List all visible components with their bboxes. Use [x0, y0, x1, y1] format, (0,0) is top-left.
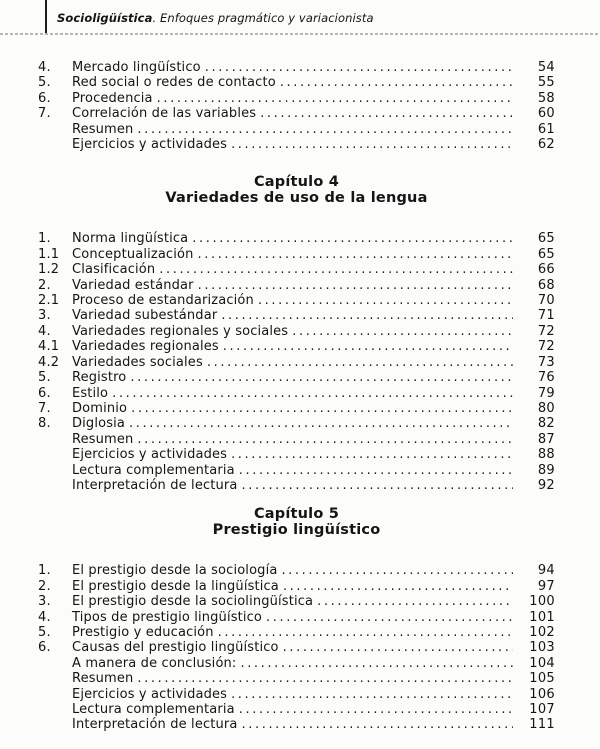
dot-leader	[129, 416, 513, 431]
entry-number: 4.	[38, 609, 51, 625]
entry-title: Interpretación de lectura	[72, 477, 238, 493]
entry-page: 65	[537, 231, 555, 247]
entry-title: Resumen	[72, 431, 134, 447]
toc-entry	[38, 231, 555, 246]
entry-page: 68	[537, 277, 555, 293]
entry-page: 105	[529, 671, 555, 687]
entry-number: 8.	[38, 416, 51, 432]
dot-leader	[240, 656, 513, 671]
dot-leader	[198, 247, 514, 262]
entry-title: Resumen	[72, 121, 134, 137]
entry-page: 54	[537, 60, 555, 75]
entry-number: 5.	[38, 370, 51, 386]
entry-number: 5.	[38, 624, 51, 640]
dot-leader	[157, 91, 513, 106]
toc-entry	[38, 447, 555, 462]
dot-leader	[258, 293, 513, 308]
entry-title: Diglosia	[72, 416, 125, 432]
entry-title: Norma lingüística	[72, 231, 189, 247]
toc-entry	[38, 416, 555, 431]
entry-page: 80	[537, 400, 555, 416]
toc-block	[38, 60, 555, 152]
toc-entry	[38, 579, 555, 594]
toc-entry	[38, 401, 555, 416]
toc-entry	[38, 247, 555, 262]
entry-number: 2.	[38, 277, 51, 293]
toc-entry	[38, 91, 555, 106]
dot-leader	[239, 463, 513, 478]
chapter-title: Prestigio lingüístico	[212, 522, 381, 539]
entry-title: Lectura complementaria	[72, 702, 235, 717]
dot-leader	[317, 594, 513, 609]
entry-page: 73	[537, 354, 555, 370]
entry-page: 103	[529, 640, 555, 656]
entry-title: Resumen	[72, 671, 134, 687]
entry-title: Interpretación de lectura	[72, 717, 238, 733]
toc-entry	[38, 702, 555, 717]
entry-title: Variedad estándar	[72, 277, 194, 293]
entry-title: A manera de conclusión:	[72, 655, 237, 671]
entry-title: Clasificación	[72, 262, 156, 278]
entry-number: 6.	[38, 90, 51, 106]
toc-entry	[38, 625, 555, 640]
entry-page: 94	[537, 563, 555, 579]
entry-title: El prestigio desde la sociolingüística	[72, 594, 314, 610]
toc-entry	[38, 60, 555, 75]
toc-entry	[38, 324, 555, 339]
toc-entry	[38, 610, 555, 625]
entry-title: Ejercicios y actividades	[72, 447, 228, 463]
toc-entry	[38, 563, 555, 578]
toc-entry	[38, 386, 555, 401]
entry-number: 2.	[38, 578, 51, 594]
entry-page: 92	[537, 477, 555, 493]
entry-title: Red social o redes de contacto	[72, 75, 276, 91]
entry-title: Variedad subestándar	[72, 308, 218, 324]
dot-leader	[207, 355, 513, 370]
entry-page: 60	[537, 106, 555, 122]
entry-number: 3.	[38, 594, 51, 610]
entry-page: 61	[537, 121, 555, 137]
dot-leader	[260, 106, 513, 121]
entry-page: 72	[537, 323, 555, 339]
entry-number: 4.1	[38, 339, 60, 355]
entry-number: 4.2	[38, 354, 60, 370]
entry-title: Prestigio y educación	[72, 624, 214, 640]
entry-title: Proceso de estandarización	[72, 293, 254, 309]
entry-number: 4.	[38, 323, 51, 339]
header-vertical-rule	[45, 0, 47, 33]
entry-page: 111	[529, 717, 555, 733]
entry-title: Variedades regionales	[72, 339, 219, 355]
entry-number: 4.	[38, 60, 51, 75]
entry-page: 66	[537, 262, 555, 278]
toc-entry	[38, 106, 555, 121]
entry-page: 65	[537, 246, 555, 262]
dot-leader	[131, 401, 513, 416]
entry-page: 70	[537, 293, 555, 309]
dot-leader	[266, 610, 513, 625]
chapter-heading	[38, 506, 555, 538]
toc	[38, 34, 555, 733]
chapter-title: Variedades de uso de la lengua	[165, 190, 428, 207]
dot-leader	[192, 231, 513, 246]
toc-entry	[38, 656, 555, 671]
entry-title: Estilo	[72, 385, 109, 401]
dot-leader	[205, 60, 513, 75]
toc-entry	[38, 671, 555, 686]
entry-title: Correlación de las variables	[72, 106, 257, 122]
toc-entry	[38, 370, 555, 385]
entry-page: 55	[537, 75, 555, 91]
entry-number: 7.	[38, 400, 51, 416]
toc-entry	[38, 355, 555, 370]
entry-title: Mercado lingüístico	[72, 60, 201, 75]
dot-leader	[223, 339, 513, 354]
chapter-heading	[38, 174, 555, 206]
toc-entry	[38, 293, 555, 308]
dot-leader	[283, 640, 513, 655]
book-title: Socioligüística	[57, 11, 153, 25]
dot-leader	[239, 702, 513, 717]
chapter-number: Capítulo 4	[253, 174, 340, 191]
dot-leader	[281, 563, 513, 578]
dot-leader	[198, 278, 513, 293]
toc-entry	[38, 308, 555, 323]
dot-leader	[231, 687, 513, 702]
entry-page: 76	[537, 370, 555, 386]
toc-entry	[38, 717, 555, 732]
dot-leader	[130, 370, 513, 385]
dot-leader	[231, 447, 513, 462]
entry-page: 71	[537, 308, 555, 324]
toc-entry	[38, 278, 555, 293]
dot-leader	[242, 717, 513, 732]
entry-title: Ejercicios y actividades	[72, 686, 228, 702]
entry-page: 97	[537, 578, 555, 594]
toc-entry	[38, 478, 555, 493]
entry-number: 1.	[38, 231, 51, 247]
entry-page: 82	[537, 416, 555, 432]
entry-title: El prestigio desde la sociología	[72, 563, 278, 579]
toc-entry	[38, 687, 555, 702]
entry-number: 2.1	[38, 293, 60, 309]
toc-entry	[38, 262, 555, 277]
dot-leader	[292, 324, 513, 339]
entry-page: 88	[537, 447, 555, 463]
toc-block	[38, 231, 555, 493]
dot-leader	[137, 671, 513, 686]
dot-leader	[280, 75, 513, 90]
toc-entry	[38, 432, 555, 447]
toc-entry	[38, 640, 555, 655]
dot-leader	[112, 386, 513, 401]
entry-title: Registro	[72, 370, 127, 386]
entry-title: Causas del prestigio lingüístico	[72, 640, 279, 656]
entry-page: 101	[529, 609, 555, 625]
entry-title: Conceptualización	[72, 246, 194, 262]
toc-entry	[38, 122, 555, 137]
toc-entry	[38, 339, 555, 354]
entry-page: 79	[537, 385, 555, 401]
chapter-number: Capítulo 5	[253, 506, 340, 523]
entry-title: Procedencia	[72, 90, 153, 106]
entry-number: 7.	[38, 106, 51, 122]
dot-leader	[242, 478, 513, 493]
entry-title: Variedades regionales y sociales	[72, 323, 289, 339]
book-subtitle: . Enfoques pragmático y variacionista	[152, 11, 374, 25]
entry-number: 1.2	[38, 262, 60, 278]
dot-leader	[137, 122, 513, 137]
toc-block	[38, 563, 555, 732]
entry-title: Lectura complementaria	[72, 462, 235, 478]
entry-title: Tipos de prestigio lingüístico	[72, 609, 263, 625]
entry-title: El prestigio desde la lingüística	[72, 578, 279, 594]
entry-title: Dominio	[72, 400, 128, 416]
dot-leader	[221, 308, 513, 323]
dot-leader	[137, 432, 513, 447]
dot-leader	[159, 262, 513, 277]
dot-leader	[283, 579, 513, 594]
entry-page: 100	[529, 594, 555, 610]
entry-page: 72	[537, 339, 555, 355]
entry-title: Ejercicios y actividades	[72, 137, 228, 153]
entry-number: 5.	[38, 75, 51, 91]
dot-leader	[218, 625, 513, 640]
entry-number: 1.	[38, 563, 51, 579]
entry-number: 6.	[38, 640, 51, 656]
entry-page: 62	[537, 137, 555, 153]
dot-leader	[231, 137, 513, 152]
entry-page: 58	[537, 90, 555, 106]
entry-page: 102	[529, 624, 555, 640]
running-header	[57, 11, 374, 25]
toc-entry	[38, 594, 555, 609]
entry-number: 3.	[38, 308, 51, 324]
entry-page: 107	[529, 702, 555, 717]
entry-title: Variedades sociales	[72, 354, 203, 370]
entry-number: 1.1	[38, 246, 60, 262]
toc-entry	[38, 137, 555, 152]
entry-number: 6.	[38, 385, 51, 401]
toc-entry	[38, 463, 555, 478]
entry-page: 89	[537, 462, 555, 478]
entry-page: 87	[537, 431, 555, 447]
toc-entry	[38, 75, 555, 90]
entry-page: 106	[529, 686, 555, 702]
entry-page: 104	[529, 655, 555, 671]
